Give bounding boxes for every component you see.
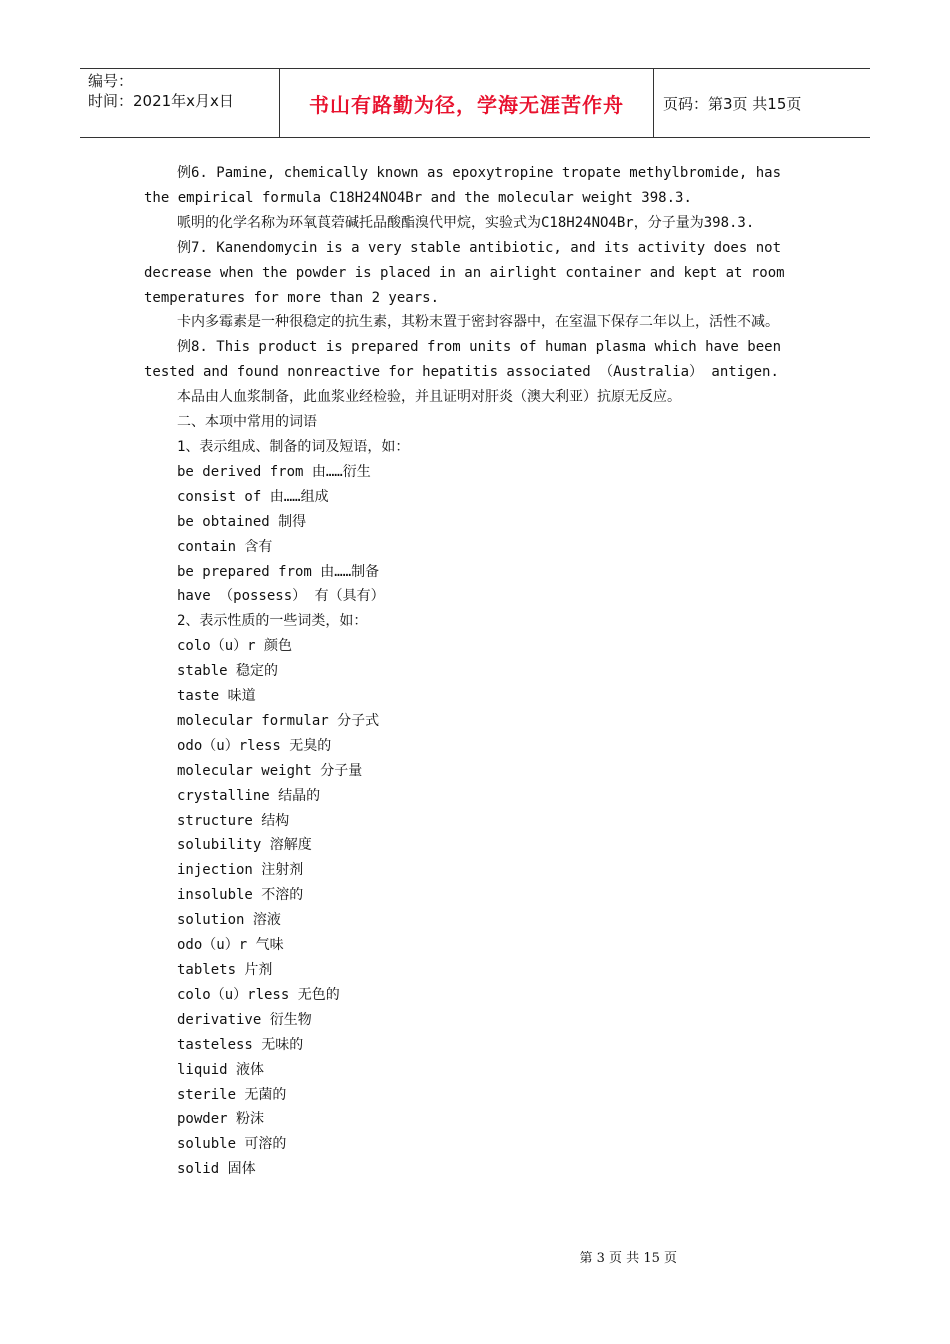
header-meta — [80, 69, 280, 137]
term-item: be obtained 制得 — [177, 513, 307, 530]
term-item: derivative 衍生物 — [177, 1011, 312, 1028]
group2-title: 2、表示性质的一些词类，如： — [177, 613, 368, 630]
term-item: be prepared from 由……制备 — [177, 563, 380, 580]
term-item: solid 固体 — [177, 1161, 256, 1178]
term-item: be derived from 由……衍生 — [177, 463, 371, 480]
page-footer: 第 3 页 共 15 页 — [579, 1251, 677, 1266]
term-item: contain 含有 — [177, 538, 273, 555]
example-7-english: 例7. Kanendomycin is a very stable antibiotic, and its activity does not decrease when the powder is placed in an airlight container and kept at room temperatures for more than 2 years. — [144, 239, 794, 306]
term-item: injection 注射剂 — [177, 862, 304, 879]
term-item: taste 味道 — [177, 688, 256, 705]
example-8-chinese: 本品由人血浆制备，此血浆业经检验，并且证明对肝炎（澳大利亚）抗原无反应。 — [177, 389, 681, 406]
term-item: odo（u）r 气味 — [177, 937, 284, 954]
term-item: consist of 由……组成 — [177, 488, 329, 505]
example-8-english: 例8. This product is prepared from units of human plasma which have been tested and found nonreactive for hepatitis associated （Australia） antigen. — [144, 339, 790, 381]
example-6-english: 例6. Pamine, chemically known as epoxytropine tropate methylbromide, has the empirical formula C18H24NO4Br and the molecular weight 398.3. — [144, 165, 790, 206]
group1-term-list — [144, 460, 794, 609]
document-date: 时间：2021年x月x日 — [88, 92, 234, 110]
term-item: liquid 液体 — [177, 1061, 265, 1078]
term-item: odo（u）rless 无臭的 — [177, 737, 332, 754]
term-item: sterile 无菌的 — [177, 1086, 287, 1103]
section-title: 二、本项中常用的词语 — [177, 414, 317, 431]
term-item: insoluble 不溶的 — [177, 887, 304, 904]
term-item: colo（u）rless 无色的 — [177, 986, 340, 1003]
page-header — [80, 68, 870, 138]
example-6-chinese: 哌明的化学名称为环氧莨菪碱托品酸酯溴代甲烷，实验式为C18H24NO4Br，分子量为398.3. — [177, 214, 755, 231]
document-number-label: 编号： — [88, 72, 134, 90]
term-item: have （possess） 有（具有） — [177, 588, 385, 605]
term-item: powder 粉沫 — [177, 1111, 265, 1128]
document-body — [144, 161, 794, 1182]
term-item: soluble 可溶的 — [177, 1136, 287, 1153]
term-item: molecular weight 分子量 — [177, 762, 363, 779]
term-item: molecular formular 分子式 — [177, 712, 380, 729]
term-item: tasteless 无味的 — [177, 1036, 304, 1053]
group2-term-list — [144, 634, 794, 1182]
header-motto: 书山有路勤为径，学海无涯苦作舟 — [280, 69, 654, 137]
term-item: crystalline 结晶的 — [177, 787, 321, 804]
term-item: tablets 片剂 — [177, 962, 273, 978]
term-item: solubility 溶解度 — [177, 837, 312, 854]
term-item: structure 结构 — [177, 812, 290, 829]
term-item: colo（u）r 颜色 — [177, 638, 293, 655]
group1-title: 1、表示组成、制备的词及短语，如： — [177, 438, 410, 455]
example-7-chinese: 卡内多霉素是一种很稳定的抗生素，其粉末置于密封容器中，在室温下保存二年以上，活性不减。 — [177, 314, 779, 331]
header-page-info: 页码：第3页 共15页 — [663, 94, 802, 113]
term-item: stable 稳定的 — [177, 663, 279, 680]
term-item: solution 溶液 — [177, 912, 281, 929]
